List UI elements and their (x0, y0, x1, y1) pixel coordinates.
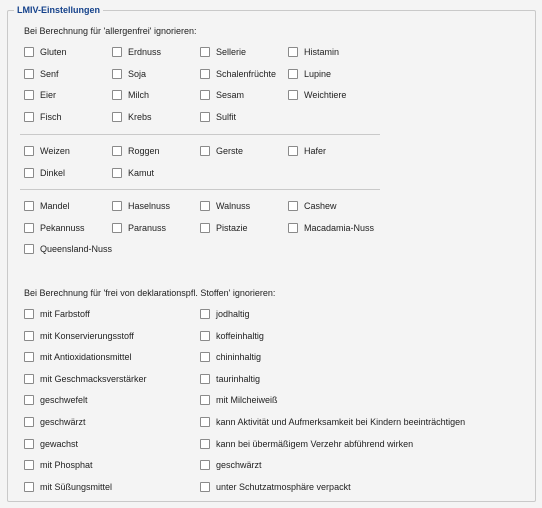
checkbox-senf[interactable] (24, 68, 59, 80)
checkbox-kann-bei-uebermaessigem-verzehr-abfuehrend-wirken[interactable] (200, 438, 413, 450)
checkbox-box[interactable] (288, 146, 298, 156)
checkbox-jodhaltig[interactable] (200, 308, 250, 320)
checkbox-label: jodhaltig (216, 309, 250, 319)
checkbox-label: Sulfit (216, 112, 237, 123)
checkbox-box[interactable] (200, 482, 210, 492)
checkbox-box[interactable] (200, 47, 210, 57)
checkbox-box[interactable] (200, 112, 210, 122)
checkbox-weichtiere[interactable] (288, 89, 346, 101)
checkbox-fisch[interactable] (24, 111, 62, 123)
checkbox-box[interactable] (112, 47, 122, 57)
checkbox-label: Eier (40, 90, 57, 101)
checkbox-koffeinhaltig[interactable] (200, 330, 264, 342)
checkbox-label: chininhaltig (216, 352, 262, 363)
checkbox-label: mit Phosphat (40, 460, 93, 471)
checkbox-roggen[interactable] (112, 145, 160, 157)
checkbox-box[interactable] (112, 112, 122, 122)
checkbox-box[interactable] (24, 395, 34, 405)
checkbox-hafer[interactable] (288, 145, 326, 157)
checkbox-mit-antioxidationsmittel[interactable] (24, 351, 132, 363)
checkbox-box[interactable] (24, 352, 34, 362)
checkbox-box[interactable] (24, 309, 34, 319)
checkbox-box[interactable] (24, 244, 34, 254)
checkbox-mit-konservierungsstoff[interactable] (24, 330, 134, 342)
checkbox-box[interactable] (200, 439, 210, 449)
checkbox-label: Haselnuss (128, 201, 171, 211)
checkbox-label: Erdnuss (128, 47, 162, 57)
checkbox-label: Pistazie (216, 222, 248, 233)
checkbox-box[interactable] (200, 69, 210, 79)
checkbox-lupine[interactable] (288, 68, 331, 80)
checkbox-label: Macadamia-Nuss (304, 222, 375, 233)
checkbox-label: mit Geschmacksverstärker (40, 373, 147, 384)
checkbox-label: Hafer (304, 146, 327, 156)
checkbox-box[interactable] (112, 146, 122, 156)
checkbox-label: Dinkel (40, 167, 66, 178)
checkbox-label: Queensland-Nuss (40, 244, 113, 254)
checkbox-label: Pekannuss (40, 222, 85, 233)
checkbox-schalenfruechte[interactable] (200, 68, 276, 80)
checkbox-label: geschwärzt (40, 417, 86, 427)
checkbox-box[interactable] (24, 112, 34, 122)
checkbox-histamin[interactable] (288, 46, 339, 58)
checkbox-taurinhaltig[interactable] (200, 373, 260, 385)
checkbox-sellerie[interactable] (200, 46, 246, 58)
checkbox-label: Lupine (304, 68, 332, 79)
checkbox-paranuss[interactable] (112, 222, 166, 234)
checkbox-label: koffeinhaltig (216, 330, 264, 341)
checkbox-soja[interactable] (112, 68, 146, 80)
checkbox-mit-suessungsmittel[interactable] (24, 481, 112, 493)
checkbox-box[interactable] (24, 439, 34, 449)
separator (20, 134, 380, 135)
checkbox-eier[interactable] (24, 89, 56, 101)
checkbox-box[interactable] (24, 90, 34, 100)
checkbox-box[interactable] (200, 223, 210, 233)
checkbox-label: unter Schutzatmosphäre verpackt (216, 481, 351, 492)
checkbox-box[interactable] (24, 146, 34, 156)
checkbox-box[interactable] (24, 201, 34, 211)
checkbox-label: Kamut (128, 167, 155, 178)
checkbox-box[interactable] (112, 90, 122, 100)
checkbox-label: mit Süßungsmittel (40, 481, 113, 492)
checkbox-gewachst[interactable] (24, 438, 78, 450)
checkbox-box[interactable] (112, 223, 122, 233)
checkbox-sulfit[interactable] (200, 111, 236, 123)
checkbox-mit-phosphat[interactable] (24, 459, 93, 471)
checkbox-box[interactable] (200, 309, 210, 319)
checkbox-box[interactable] (24, 460, 34, 470)
checkbox-box[interactable] (24, 417, 34, 427)
checkbox-label: mit Milcheiweiß (216, 395, 278, 406)
checkbox-label: gewachst (40, 438, 79, 449)
checkbox-label: mit Farbstoff (40, 309, 90, 319)
lmiv-settings-fieldset (7, 10, 536, 502)
checkbox-kann-aktivitaet-und-aufmerksamkeit-bei-kindern-beeintraechtigen[interactable] (200, 416, 465, 428)
separator (20, 189, 380, 190)
checkbox-label: Weizen (40, 146, 70, 156)
checkbox-label: kann bei übermäßigem Verzehr abführend wirken (216, 438, 414, 449)
checkbox-box[interactable] (112, 168, 122, 178)
checkbox-label: Weichtiere (304, 90, 347, 101)
checkbox-label: geschwefelt (40, 395, 88, 406)
checkbox-mit-milcheiweiss[interactable] (200, 394, 278, 406)
checkbox-box[interactable] (24, 223, 34, 233)
checkbox-label: Sellerie (216, 47, 247, 57)
checkbox-box[interactable] (288, 223, 298, 233)
checkbox-pistazie[interactable] (200, 222, 248, 234)
declaration-section-title: Bei Berechnung für 'frei von deklarationspfl. Stoffen' ignorieren: (24, 288, 276, 298)
checkbox-label: Mandel (40, 201, 70, 211)
checkbox-box[interactable] (112, 69, 122, 79)
checkbox-label: Paranuss (128, 222, 167, 233)
checkbox-label: Soja (128, 68, 147, 79)
checkbox-macadamia-nuss[interactable] (288, 222, 374, 234)
checkbox-box[interactable] (200, 352, 210, 362)
checkbox-geschwaerzt[interactable] (200, 459, 262, 471)
checkbox-box[interactable] (200, 417, 210, 427)
checkbox-box[interactable] (200, 460, 210, 470)
checkbox-haselnuss[interactable] (112, 200, 170, 212)
checkbox-label: Senf (40, 68, 59, 79)
checkbox-box[interactable] (288, 47, 298, 57)
checkbox-box[interactable] (200, 395, 210, 405)
checkbox-label: geschwärzt (216, 460, 262, 471)
checkbox-label: Histamin (304, 47, 340, 57)
checkbox-label: mit Konservierungsstoff (40, 330, 134, 341)
checkbox-label: Schalenfrüchte (216, 68, 277, 79)
checkbox-mandel[interactable] (24, 200, 70, 212)
checkbox-label: Gerste (216, 146, 244, 156)
checkbox-mit-geschmacksverstaerker[interactable] (24, 373, 147, 385)
checkbox-label: Milch (128, 90, 150, 101)
checkbox-box[interactable] (200, 374, 210, 384)
checkbox-dinkel[interactable] (24, 167, 65, 179)
checkbox-pekannuss[interactable] (24, 222, 85, 234)
checkbox-box[interactable] (112, 201, 122, 211)
checkbox-walnuss[interactable] (200, 200, 250, 212)
checkbox-box[interactable] (24, 69, 34, 79)
fieldset-legend: LMIV-Einstellungen (14, 5, 103, 16)
checkbox-box[interactable] (288, 90, 298, 100)
checkbox-label: Cashew (304, 201, 337, 211)
checkbox-geschwaerzt[interactable] (24, 416, 86, 428)
checkbox-sesam[interactable] (200, 89, 244, 101)
checkbox-milch[interactable] (112, 89, 149, 101)
checkbox-label: Sesam (216, 90, 245, 101)
checkbox-gerste[interactable] (200, 145, 243, 157)
checkbox-label: taurinhaltig (216, 373, 261, 384)
checkbox-box[interactable] (200, 90, 210, 100)
checkbox-erdnuss[interactable] (112, 46, 161, 58)
checkbox-box[interactable] (24, 168, 34, 178)
checkbox-label: Walnuss (216, 201, 251, 211)
checkbox-label: Fisch (40, 112, 62, 123)
checkbox-label: Gluten (40, 47, 67, 57)
checkbox-geschwefelt[interactable] (24, 394, 88, 406)
checkbox-kamut[interactable] (112, 167, 154, 179)
checkbox-queensland-nuss[interactable] (24, 243, 112, 255)
checkbox-unter-schutzatmosphaere-verpackt[interactable] (200, 481, 351, 493)
checkbox-weizen[interactable] (24, 145, 70, 157)
checkbox-label: Roggen (128, 146, 160, 156)
checkbox-gluten[interactable] (24, 46, 67, 58)
allergen-section-title: Bei Berechnung für 'allergenfrei' ignorieren: (24, 26, 197, 36)
checkbox-label: kann Aktivität und Aufmerksamkeit bei Kindern beeinträchtigen (216, 417, 466, 427)
checkbox-box[interactable] (24, 331, 34, 341)
checkbox-label: Krebs (128, 112, 152, 123)
checkbox-cashew[interactable] (288, 200, 337, 212)
checkbox-krebs[interactable] (112, 111, 152, 123)
checkbox-box[interactable] (288, 201, 298, 211)
checkbox-box[interactable] (200, 331, 210, 341)
checkbox-box[interactable] (24, 482, 34, 492)
checkbox-chininhaltig[interactable] (200, 351, 261, 363)
checkbox-box[interactable] (24, 47, 34, 57)
checkbox-label: mit Antioxidationsmittel (40, 352, 132, 363)
checkbox-box[interactable] (200, 146, 210, 156)
checkbox-mit-farbstoff[interactable] (24, 308, 90, 320)
checkbox-box[interactable] (288, 69, 298, 79)
checkbox-box[interactable] (24, 374, 34, 384)
checkbox-box[interactable] (200, 201, 210, 211)
